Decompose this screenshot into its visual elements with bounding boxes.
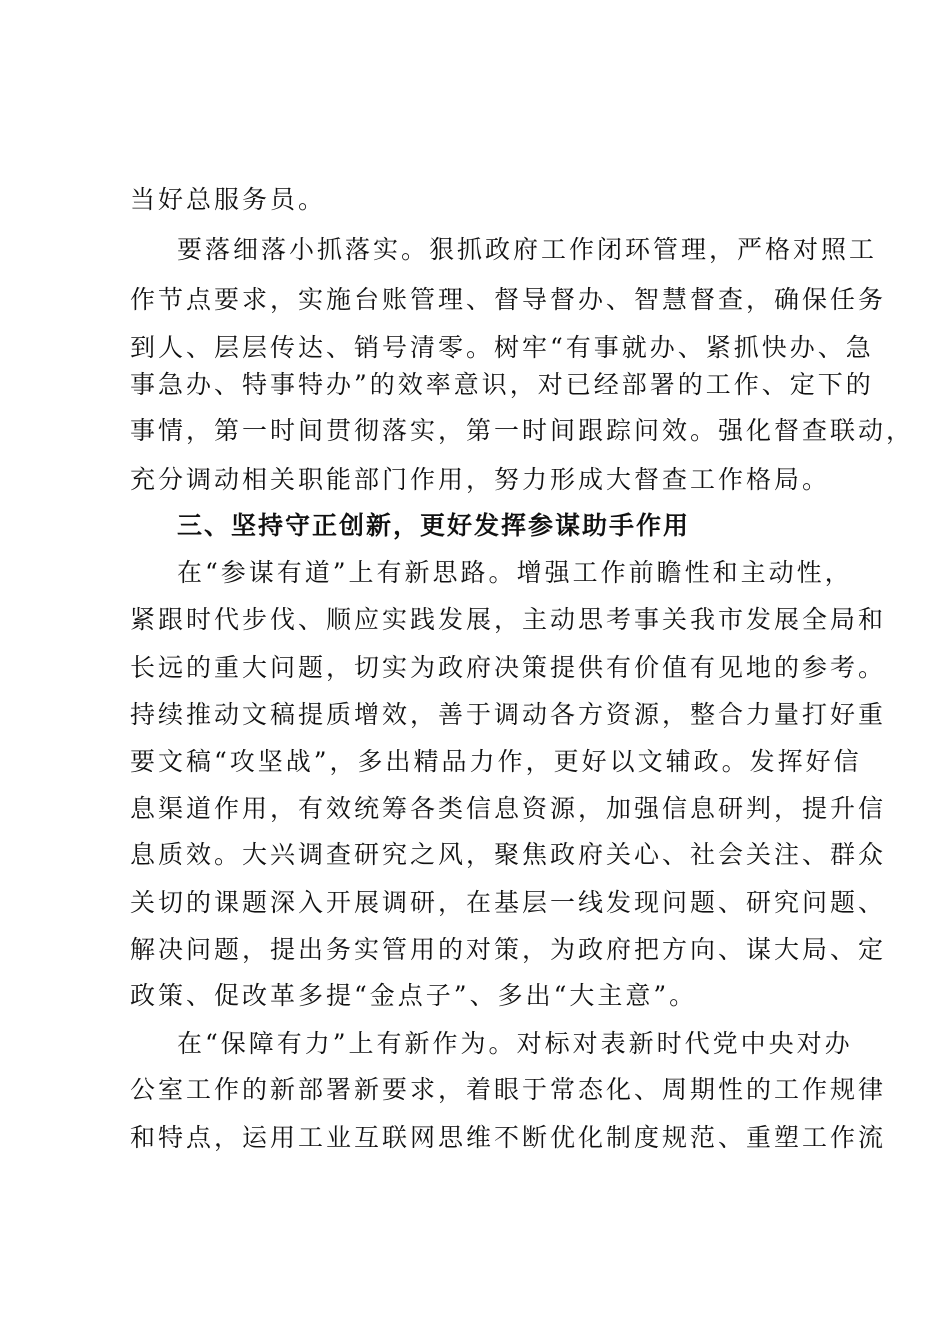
- paragraph-first-line: 在“保障有力”上有新作为。对标对表新时代党中央对办: [177, 1029, 853, 1058]
- text-line: 持续推动文稿提质增效，善于调动各方资源，整合力量打好重: [130, 700, 887, 729]
- text-line: 和特点，运用工业互联网思维不断优化制度规范、重塑工作流: [130, 1123, 887, 1152]
- text-line: 事情，第一时间贯彻落实，第一时间跟踪问效。强化督查联动，: [130, 416, 915, 445]
- text-line: 长远的重大问题，切实为政府决策提供有价值有见地的参考。: [130, 653, 887, 682]
- text-line: 紧跟时代步伐、顺应实践发展，主动思考事关我市发展全局和: [130, 605, 887, 634]
- text-line: 息渠道作用，有效统筹各类信息资源，加强信息研判，提升信: [130, 794, 887, 823]
- text-line: 政策、促改革多提“金点子”、多出“大主意”。: [130, 981, 698, 1010]
- text-line: 作节点要求，实施台账管理、督导督办、智慧督查，确保任务: [130, 285, 887, 314]
- paragraph-first-line: 在“参谋有道”上有新思路。增强工作前瞻性和主动性，: [177, 558, 853, 587]
- text-line: 公室工作的新部署新要求，着眼于常态化、周期性的工作规律: [130, 1075, 887, 1104]
- paragraph-first-line: 要落细落小抓落实。狠抓政府工作闭环管理，严格对照工: [177, 235, 878, 264]
- text-line: 充分调动相关职能部门作用，努力形成大督查工作格局。: [130, 465, 831, 494]
- text-line: 息质效。大兴调查研究之风，聚焦政府关心、社会关注、群众: [130, 840, 887, 869]
- text-line: 当好总服务员。: [130, 185, 327, 214]
- text-line: 到人、层层传达、销号清零。树牢“有事就办、紧抓快办、急: [130, 333, 874, 362]
- text-line: 解决问题，提出务实管用的对策，为政府把方向、谋大局、定: [130, 935, 887, 964]
- text-line: 要文稿“攻坚战”，多出精品力作，更好以文辅政。发挥好信: [130, 747, 862, 776]
- text-line: 关切的课题深入开展调研，在基层一线发现问题、研究问题、: [130, 888, 887, 917]
- text-line: 事急办、特事特办”的效率意识，对已经部署的工作、定下的: [130, 370, 874, 399]
- section-heading: 三、坚持守正创新，更好发挥参谋助手作用: [177, 511, 691, 540]
